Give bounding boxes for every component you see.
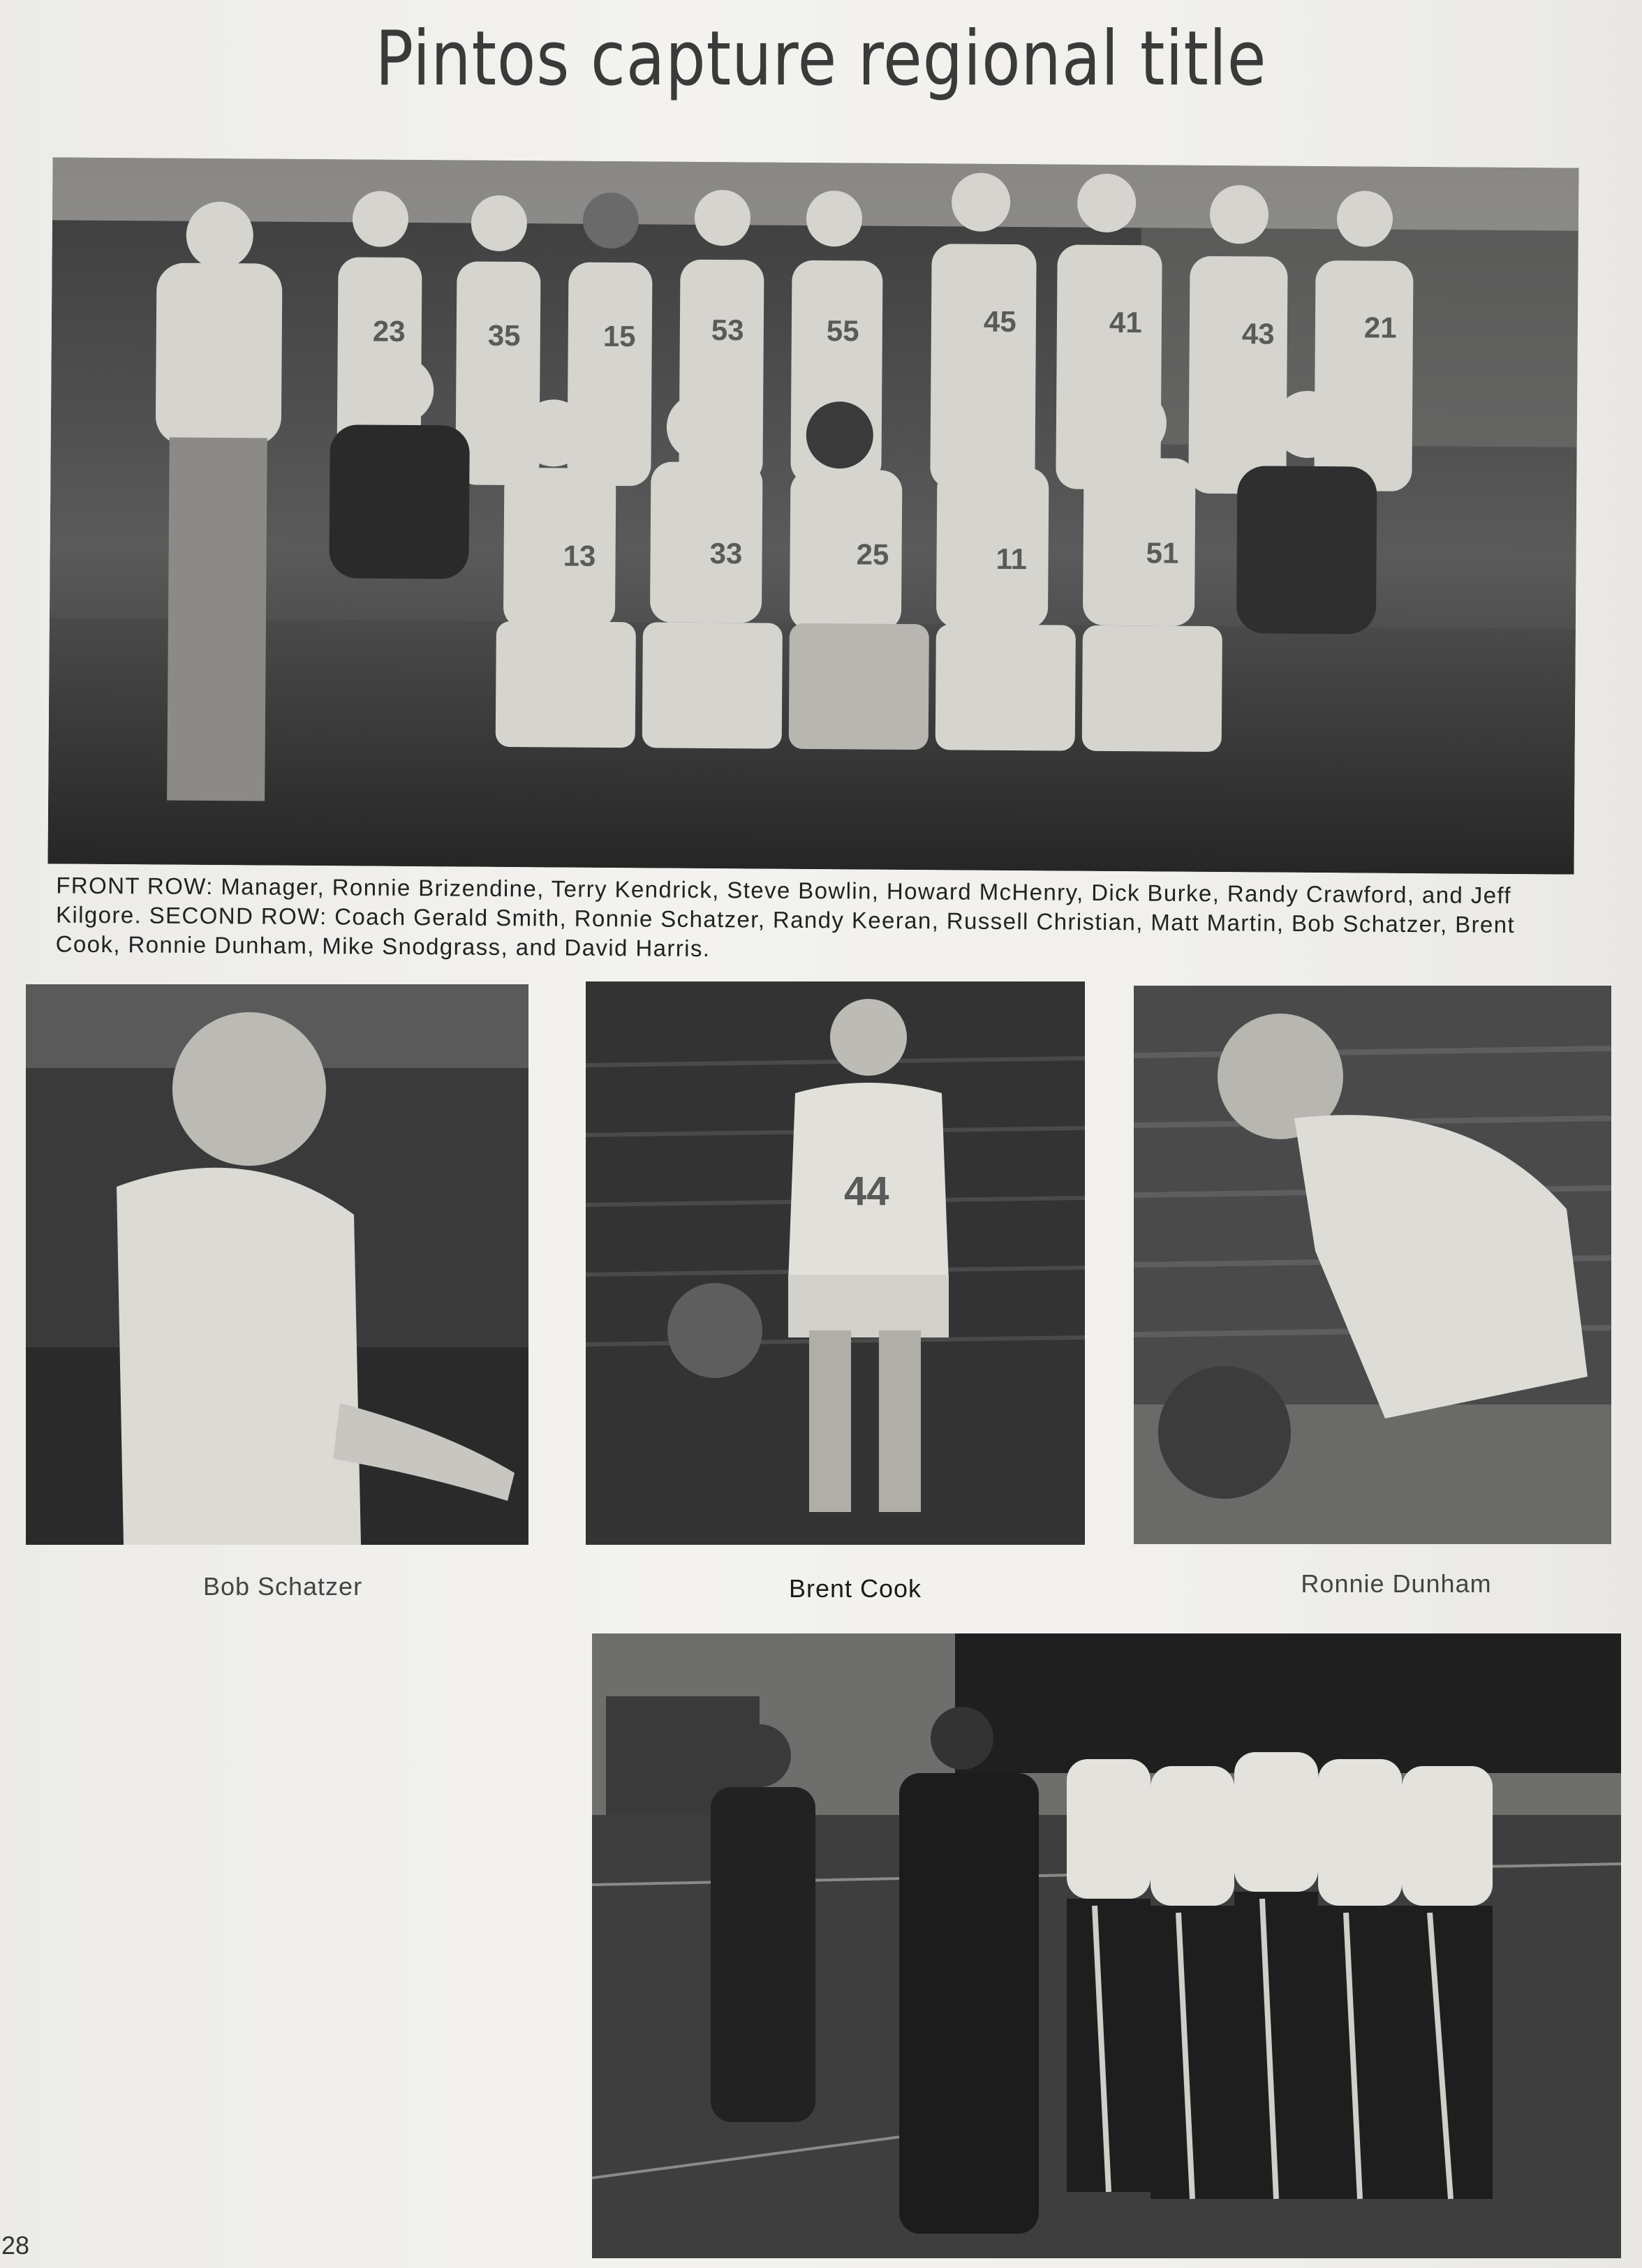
jersey-number: 23 bbox=[372, 314, 406, 348]
jersey-number: 53 bbox=[711, 313, 744, 347]
photo-caption-brent-cook: Brent Cook bbox=[788, 1574, 922, 1603]
jersey-number: 35 bbox=[487, 318, 521, 353]
bob-schatzer-image bbox=[26, 984, 528, 1545]
jersey-number: 45 bbox=[983, 304, 1016, 339]
photo-brent-cook bbox=[586, 981, 1085, 1545]
page-title: Pintos capture regional title bbox=[375, 15, 1267, 103]
jersey-number: 15 bbox=[602, 319, 636, 353]
team-huddle-image bbox=[592, 1633, 1621, 2258]
team-photo-image bbox=[47, 157, 1578, 874]
ronnie-dunham-image bbox=[1134, 986, 1611, 1544]
brent-cook-image bbox=[586, 981, 1085, 1545]
jersey-number: 25 bbox=[856, 538, 889, 571]
photo-ronnie-dunham bbox=[1134, 986, 1611, 1544]
jersey-number: 55 bbox=[826, 314, 859, 348]
team-photo bbox=[47, 157, 1578, 874]
jersey-number: 11 bbox=[996, 542, 1028, 576]
jersey-number: 43 bbox=[1241, 317, 1275, 350]
jersey-number: 33 bbox=[709, 536, 743, 570]
page-number: 28 bbox=[1, 2231, 30, 2260]
jersey-number: 41 bbox=[1109, 305, 1142, 339]
photo-caption-bob-schatzer: Bob Schatzer bbox=[202, 1572, 363, 1601]
jersey-number: 21 bbox=[1363, 311, 1397, 344]
photo-team-huddle bbox=[592, 1633, 1621, 2258]
photo-caption-ronnie-dunham: Ronnie Dunham bbox=[1301, 1569, 1492, 1598]
jersey-number: 13 bbox=[563, 539, 596, 572]
team-photo-caption: FRONT ROW: Manager, Ronnie Brizendine, Terry Kendrick, Steve Bowlin, Howard McHenry, Dick Burke, Randy Crawford, and Jeff Kilgore. SECOND ROW: Coach Gerald Smith, Ronnie Schatzer, Randy Keeran, Russell Christian, Matt Martin, Bob Schatzer, Brent Cook, Ronnie Dunham, Mike Snodgrass, and David Harris. bbox=[55, 872, 1516, 962]
jersey-number: 44 bbox=[844, 1169, 889, 1214]
jersey-number: 51 bbox=[1146, 536, 1179, 570]
photo-bob-schatzer bbox=[26, 984, 528, 1545]
